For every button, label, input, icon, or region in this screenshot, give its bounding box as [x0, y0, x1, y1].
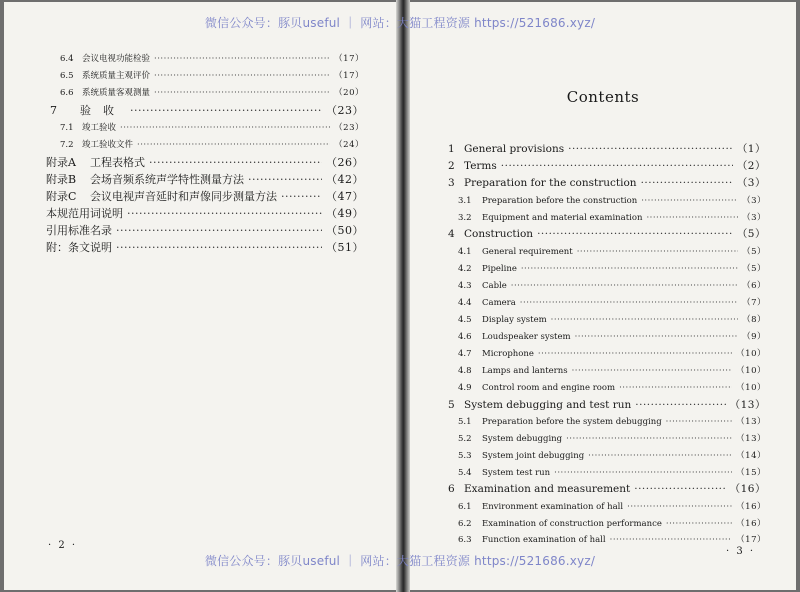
left-page-number: · 2 ·	[48, 540, 78, 551]
leader-dots	[634, 483, 725, 495]
toc-number: 7.1	[60, 123, 74, 133]
watermark-top: 微信公众号：豚贝useful ｜ 网站：大猫工程资源 https://521686.xyz/	[204, 16, 596, 30]
toc-page-number: （47）	[326, 190, 364, 203]
leader-dots	[577, 247, 738, 257]
toc-number: 6.3	[458, 535, 472, 545]
toc-number: 4.9	[458, 383, 472, 393]
toc-page-number: （20）	[334, 88, 364, 98]
toc-title: Pipeline	[482, 264, 517, 274]
toc-page-number: （15）	[736, 468, 766, 478]
toc-number: 7	[50, 104, 57, 117]
leader-dots	[501, 160, 733, 172]
toc-title: Function examination of hall	[482, 535, 606, 545]
toc-title: Lamps and lanterns	[482, 366, 568, 376]
toc-title: General provisions	[464, 143, 565, 155]
toc-number: 6.5	[60, 71, 74, 81]
toc-number: 4.4	[458, 298, 472, 308]
toc-page-number: （3）	[742, 196, 766, 206]
toc-title: System test run	[482, 468, 551, 478]
leader-dots	[666, 519, 732, 529]
toc-entry	[4, 121, 364, 133]
leader-dots	[248, 173, 322, 186]
toc-entry	[410, 194, 766, 206]
toc-number: 5.3	[458, 451, 472, 461]
toc-title: Display system	[482, 315, 547, 325]
toc-entry	[410, 517, 766, 529]
toc-number: 5.1	[458, 417, 472, 427]
toc-page-number: （7）	[742, 298, 766, 308]
toc-entry	[410, 500, 766, 512]
leader-dots	[646, 213, 738, 223]
toc-title: System joint debugging	[482, 451, 585, 461]
toc-page-number: （5）	[742, 247, 766, 257]
toc-title: 验收	[80, 104, 126, 117]
leader-dots	[610, 535, 733, 545]
toc-entry	[410, 211, 766, 223]
toc-entry	[4, 222, 364, 238]
toc-title: Examination of construction performance	[482, 519, 662, 529]
toc-entry	[410, 347, 766, 359]
leader-dots	[666, 417, 733, 427]
toc-number: 6.2	[458, 519, 472, 529]
toc-title: Loudspeaker system	[482, 332, 571, 342]
toc-page-number: （3）	[742, 213, 766, 223]
toc-page-number: （23）	[326, 104, 364, 117]
toc-entry	[410, 381, 766, 393]
toc-page-number: （17）	[334, 54, 364, 64]
toc-number: 4.6	[458, 332, 472, 342]
toc-page-number: （13）	[736, 417, 766, 427]
toc-entry	[410, 449, 766, 461]
leader-dots	[627, 502, 732, 512]
toc-title: Camera	[482, 298, 516, 308]
toc-title: 会议电视声音延时和声像同步测量方法	[90, 190, 277, 203]
toc-page-number: （17）	[736, 535, 766, 545]
toc-page-number: （17）	[334, 71, 364, 81]
toc-title: Cable	[482, 281, 507, 291]
toc-entry	[410, 533, 766, 545]
toc-title: 工程表格式	[90, 156, 145, 169]
toc-number: 6.6	[60, 88, 74, 98]
toc-number: 1	[448, 143, 455, 155]
leader-dots	[568, 143, 733, 155]
toc-number: 5.2	[458, 434, 472, 444]
toc-number: 4.7	[458, 349, 472, 359]
toc-number: 4.3	[458, 281, 472, 291]
toc-title: Terms	[464, 160, 497, 172]
toc-number: 附录A	[46, 156, 76, 169]
toc-entry	[410, 330, 766, 342]
toc-page-number: （10）	[736, 366, 766, 376]
leader-dots	[588, 451, 732, 461]
leader-dots	[120, 123, 330, 133]
watermark-bottom: 微信公众号：豚贝useful ｜ 网站：大猫工程资源 https://521686.xyz/	[204, 554, 596, 568]
toc-title: Preparation for the construction	[464, 177, 637, 189]
toc-title: 会议电视功能检验	[82, 54, 151, 64]
leader-dots	[641, 196, 738, 206]
toc-page-number: （13）	[729, 399, 766, 411]
leader-dots	[127, 207, 322, 220]
toc-title: General requirement	[482, 247, 573, 257]
toc-number: 4.5	[458, 315, 472, 325]
toc-entry	[4, 154, 364, 170]
toc-title: System debugging and test run	[464, 399, 632, 411]
toc-entry	[410, 466, 766, 478]
toc-page-number: （9）	[742, 332, 766, 342]
toc-number: 3.1	[458, 196, 472, 206]
toc-page-number: （13）	[736, 434, 766, 444]
leader-dots	[154, 88, 330, 98]
leader-dots	[521, 264, 738, 274]
toc-page-number: （23）	[334, 123, 364, 133]
toc-title: 引用标准名录	[46, 224, 112, 237]
leader-dots	[116, 224, 322, 237]
book-gutter	[396, 0, 410, 592]
toc-number: 4.1	[458, 247, 472, 257]
toc-page-number: （50）	[326, 224, 364, 237]
toc-number: 5	[448, 399, 455, 411]
toc-entry	[410, 432, 766, 444]
toc-number: 附录B	[46, 173, 77, 186]
leader-dots	[511, 281, 738, 291]
leader-dots	[551, 315, 738, 325]
toc-page-number: （6）	[742, 281, 766, 291]
toc-entry	[410, 415, 766, 427]
leader-dots	[137, 140, 330, 150]
leader-dots	[149, 156, 322, 169]
toc-entry	[4, 171, 364, 187]
toc-entry	[4, 205, 364, 221]
right-page-number: · 3 ·	[726, 546, 756, 557]
toc-title: 会场音频系统声学特性测量方法	[90, 173, 244, 186]
toc-title: Construction	[464, 228, 534, 240]
toc-page-number: （49）	[326, 207, 364, 220]
toc-entry	[410, 141, 766, 156]
toc-entry	[410, 245, 766, 257]
toc-title: 附：条文说明	[46, 241, 112, 254]
leader-dots	[538, 349, 732, 359]
toc-entry	[410, 397, 766, 412]
toc-entry	[410, 158, 766, 173]
right-page	[410, 2, 796, 590]
toc-title: Preparation before the system debugging	[482, 417, 662, 427]
leader-dots	[520, 298, 738, 308]
contents-heading: Contents	[566, 88, 640, 106]
toc-number: 5.4	[458, 468, 472, 478]
leader-dots	[130, 104, 322, 117]
toc-page-number: （24）	[334, 140, 364, 150]
leader-dots	[537, 228, 733, 240]
toc-entry	[4, 52, 364, 64]
toc-entry	[410, 262, 766, 274]
toc-number: 4.8	[458, 366, 472, 376]
leader-dots	[566, 434, 732, 444]
toc-title: Preparation before the construction	[482, 196, 638, 206]
leader-dots	[154, 71, 330, 81]
toc-title: Equipment and material examination	[482, 213, 643, 223]
toc-number: 4	[448, 228, 455, 240]
toc-number: 附录C	[46, 190, 77, 203]
toc-entry	[410, 226, 766, 241]
toc-title: 竣工验收	[82, 123, 117, 133]
toc-entry	[4, 102, 364, 118]
left-page	[4, 2, 396, 590]
toc-title: 本规范用词说明	[46, 207, 123, 220]
toc-number: 6	[448, 483, 455, 495]
leader-dots	[572, 366, 733, 376]
leader-dots	[154, 54, 330, 64]
toc-page-number: （42）	[326, 173, 364, 186]
toc-number: 6.4	[60, 54, 74, 64]
toc-entry	[4, 86, 364, 98]
leader-dots	[641, 177, 733, 189]
toc-page-number: （16）	[736, 519, 766, 529]
toc-number: 3.2	[458, 213, 472, 223]
toc-title: Microphone	[482, 349, 534, 359]
toc-title: Examination and measurement	[464, 483, 631, 495]
toc-page-number: （2）	[736, 160, 766, 172]
toc-number: 3	[448, 177, 455, 189]
toc-number: 7.2	[60, 140, 74, 150]
toc-entry	[410, 364, 766, 376]
toc-entry	[4, 138, 364, 150]
toc-page-number: （8）	[742, 315, 766, 325]
toc-entry	[410, 313, 766, 325]
toc-entry	[410, 175, 766, 190]
toc-page-number: （10）	[736, 383, 766, 393]
toc-entry	[4, 69, 364, 81]
toc-title: 竣工验收文件	[82, 140, 134, 150]
leader-dots	[619, 383, 732, 393]
toc-page-number: （14）	[736, 451, 766, 461]
toc-title: Environment examination of hall	[482, 502, 624, 512]
toc-title: System debugging	[482, 434, 563, 444]
leader-dots	[575, 332, 739, 342]
leader-dots	[281, 190, 322, 203]
leader-dots	[554, 468, 732, 478]
toc-entry	[4, 239, 364, 255]
toc-title: Control room and engine room	[482, 383, 616, 393]
toc-entry	[410, 296, 766, 308]
toc-entry	[410, 279, 766, 291]
toc-number: 2	[448, 160, 455, 172]
toc-page-number: （5）	[736, 228, 766, 240]
toc-page-number: （1）	[736, 143, 766, 155]
toc-page-number: （51）	[326, 241, 364, 254]
toc-page-number: （16）	[729, 483, 766, 495]
toc-page-number: （26）	[326, 156, 364, 169]
toc-title: 系统质量客观测量	[82, 88, 151, 98]
leader-dots	[635, 399, 725, 411]
toc-number: 6.1	[458, 502, 472, 512]
toc-entry	[410, 481, 766, 496]
toc-page-number: （3）	[736, 177, 766, 189]
leader-dots	[116, 241, 322, 254]
toc-entry	[4, 188, 364, 204]
toc-page-number: （16）	[736, 502, 766, 512]
toc-page-number: （10）	[736, 349, 766, 359]
toc-page-number: （5）	[742, 264, 766, 274]
toc-title: 系统质量主观评价	[82, 71, 151, 81]
toc-number: 4.2	[458, 264, 472, 274]
